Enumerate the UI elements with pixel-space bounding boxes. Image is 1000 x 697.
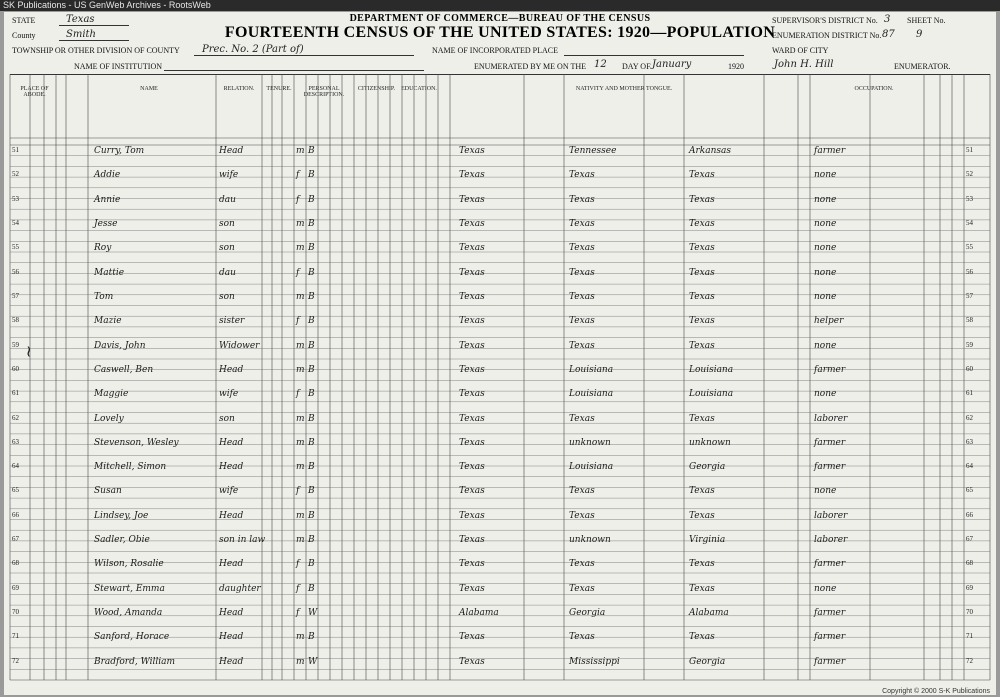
row-number-right: 63 <box>966 437 973 446</box>
row-number-right: 55 <box>966 243 973 252</box>
row-father-birthplace: Texas <box>569 559 595 570</box>
row-father-birthplace: Texas <box>569 486 595 497</box>
row-number-right: 68 <box>966 559 973 568</box>
row-birthplace: Texas <box>459 291 485 302</box>
row-number-right: 69 <box>966 583 973 592</box>
row-name: Stevenson, Wesley <box>94 437 179 448</box>
row-occupation: none <box>814 389 837 400</box>
row-occupation: farmer <box>814 608 846 619</box>
row-relation: wife <box>219 389 239 400</box>
row-mother-birthplace: Texas <box>689 170 715 181</box>
row-father-birthplace: Texas <box>569 267 595 278</box>
row-relation: dau <box>219 267 236 278</box>
row-relation: Head <box>219 462 244 473</box>
row-birthplace: Texas <box>459 632 485 643</box>
row-father-birthplace: Texas <box>569 316 595 327</box>
row-number-right: 52 <box>966 170 973 179</box>
ed-value: 87 <box>882 29 895 40</box>
row-occupation: none <box>814 170 837 181</box>
row-number-right: 58 <box>966 316 973 325</box>
census-title: FOURTEENTH CENSUS OF THE UNITED STATES: 1920—POPULATION <box>224 24 776 41</box>
row-number: 58 <box>12 316 19 325</box>
row-name: Lindsey, Joe <box>94 510 149 521</box>
row-number: 52 <box>12 170 19 179</box>
row-birthplace: Texas <box>459 340 485 351</box>
row-number-right: 70 <box>966 608 973 617</box>
row-number: 51 <box>12 146 19 154</box>
row-birthplace: Texas <box>459 583 485 594</box>
row-name: Wilson, Rosalie <box>94 559 164 570</box>
row-mother-birthplace: Arkansas <box>689 146 732 156</box>
watermark-text: SK Publications - US GenWeb Archives - RootsWeb <box>3 0 211 10</box>
row-race: B <box>308 218 315 229</box>
row-occupation: none <box>814 194 837 205</box>
row-mother-birthplace: Texas <box>689 218 715 229</box>
row-sex: f <box>296 486 300 497</box>
row-number-right: 62 <box>966 413 973 422</box>
enumerator-label: ENUMERATOR. <box>894 62 951 71</box>
row-name: Susan <box>94 486 122 497</box>
row-relation: Head <box>219 146 244 156</box>
row-number: 67 <box>12 535 19 544</box>
row-sex: f <box>296 559 300 570</box>
row-mother-birthplace: Texas <box>689 291 715 302</box>
row-race: B <box>308 535 315 546</box>
row-occupation: none <box>814 486 837 497</box>
row-number: 71 <box>12 632 19 641</box>
copyright: Copyright © 2000 S-K Publications <box>882 688 990 695</box>
row-number-right: 56 <box>966 267 973 276</box>
row-relation: son in law <box>219 535 266 546</box>
row-mother-birthplace: Texas <box>689 413 715 424</box>
row-birthplace: Texas <box>459 535 485 546</box>
row-sex: m <box>296 340 305 351</box>
row-occupation: farmer <box>814 462 846 473</box>
row-name: Roy <box>94 243 112 254</box>
row-number: 54 <box>12 218 19 227</box>
enumerated-year: 1920 <box>728 62 744 71</box>
row-occupation: farmer <box>814 632 846 643</box>
row-number: 63 <box>12 437 19 446</box>
row-birthplace: Texas <box>459 146 485 156</box>
row-sex: m <box>296 462 305 473</box>
col-relation: RELATION. <box>223 86 255 92</box>
row-number: 66 <box>12 510 19 519</box>
row-name: Bradford, William <box>94 656 176 667</box>
row-number: 56 <box>12 267 19 276</box>
row-father-birthplace: Texas <box>569 170 595 181</box>
row-occupation: laborer <box>814 413 848 424</box>
row-name: Mitchell, Simon <box>94 462 167 473</box>
row-sex: m <box>296 243 305 254</box>
col-education: EDUCATION. <box>401 86 437 92</box>
row-relation: daughter <box>219 583 261 594</box>
department-heading: DEPARTMENT OF COMMERCE—BUREAU OF THE CENSUS <box>349 13 651 24</box>
row-race: B <box>308 413 315 424</box>
row-name: Mazie <box>94 316 122 327</box>
col-nativity: NATIVITY AND MOTHER TONGUE. <box>575 86 673 92</box>
col-personal: PERSONAL DESCRIPTION. <box>303 86 345 98</box>
row-relation: sister <box>219 316 245 327</box>
row-mother-birthplace: Texas <box>689 316 715 327</box>
row-race: B <box>308 364 315 375</box>
row-race: B <box>308 170 315 181</box>
ed-label: ENUMERATION DISTRICT No. <box>772 31 882 40</box>
row-mother-birthplace: Louisiana <box>689 364 734 375</box>
row-mother-birthplace: Texas <box>689 559 715 570</box>
col-citizenship: CITIZENSHIP. <box>357 86 396 92</box>
row-race: B <box>308 389 315 400</box>
row-race: B <box>308 146 315 156</box>
row-relation: wife <box>219 170 239 181</box>
row-occupation: none <box>814 243 837 254</box>
row-number-right: 54 <box>966 218 973 227</box>
row-occupation: farmer <box>814 364 846 375</box>
row-name: Davis, John <box>94 340 146 351</box>
row-father-birthplace: Texas <box>569 194 595 205</box>
row-father-birthplace: Mississippi <box>569 656 620 667</box>
row-race: B <box>308 437 315 448</box>
row-occupation: none <box>814 267 837 278</box>
row-birthplace: Alabama <box>459 608 499 619</box>
row-birthplace: Texas <box>459 243 485 254</box>
county-label: County <box>12 31 36 40</box>
row-race: B <box>308 316 315 327</box>
row-mother-birthplace: Texas <box>689 486 715 497</box>
ward-label: WARD OF CITY <box>772 46 829 55</box>
row-father-birthplace: unknown <box>569 535 611 546</box>
row-birthplace: Texas <box>459 462 485 473</box>
row-number-right: 51 <box>966 146 973 154</box>
supervisor-label: SUPERVISOR'S DISTRICT No. <box>772 16 878 25</box>
margin-scrawl-1: ~ <box>19 344 39 359</box>
row-number-right: 60 <box>966 364 973 373</box>
row-father-birthplace: Texas <box>569 583 595 594</box>
row-number: 55 <box>12 243 19 252</box>
row-name: Wood, Amanda <box>94 608 163 619</box>
row-mother-birthplace: Texas <box>689 510 715 521</box>
county-value: Smith <box>66 29 96 40</box>
row-occupation: farmer <box>814 656 846 667</box>
row-number: 70 <box>12 608 19 617</box>
row-mother-birthplace: Texas <box>689 194 715 205</box>
row-relation: dau <box>219 194 236 205</box>
state-label: STATE <box>12 16 36 25</box>
row-sex: m <box>296 632 305 643</box>
row-name: Lovely <box>94 413 124 424</box>
col-place-of-abode: PLACE OF ABODE. <box>20 86 49 98</box>
row-race: W <box>308 608 318 619</box>
row-race: B <box>308 510 315 521</box>
row-sex: m <box>296 291 305 302</box>
row-sex: m <box>296 535 305 546</box>
row-father-birthplace: Texas <box>569 632 595 643</box>
row-sex: m <box>296 437 305 448</box>
row-number-right: 61 <box>966 389 973 398</box>
row-name: Sadler, Obie <box>94 535 150 546</box>
sheet-label: SHEET No. <box>907 16 946 25</box>
row-father-birthplace: Texas <box>569 510 595 521</box>
row-occupation: none <box>814 340 837 351</box>
row-sex: f <box>296 583 300 594</box>
row-number: 65 <box>12 486 19 495</box>
row-occupation: laborer <box>814 510 848 521</box>
row-number-right: 67 <box>966 535 973 544</box>
row-relation: Head <box>219 656 244 667</box>
row-sex: f <box>296 194 300 205</box>
row-birthplace: Texas <box>459 170 485 181</box>
row-number: 64 <box>12 462 19 471</box>
row-birthplace: Texas <box>459 656 485 667</box>
row-number: 72 <box>12 656 19 665</box>
row-sex: f <box>296 267 300 278</box>
census-sheet <box>4 12 996 695</box>
row-relation: son <box>219 291 235 302</box>
sheet-value: 9 <box>916 29 923 40</box>
supervisor-value: 3 <box>884 14 891 25</box>
row-father-birthplace: Georgia <box>569 608 606 619</box>
row-father-birthplace: unknown <box>569 437 611 448</box>
row-race: B <box>308 291 315 302</box>
row-father-birthplace: Texas <box>569 218 595 229</box>
row-mother-birthplace: unknown <box>689 437 731 448</box>
row-sex: f <box>296 608 300 619</box>
row-birthplace: Texas <box>459 437 485 448</box>
row-birthplace: Texas <box>459 413 485 424</box>
row-sex: f <box>296 389 300 400</box>
row-number-right: 72 <box>966 656 973 665</box>
row-number: 60 <box>12 364 19 373</box>
row-number: 61 <box>12 389 19 398</box>
institution-label: NAME OF INSTITUTION <box>74 62 162 71</box>
row-mother-birthplace: Alabama <box>689 608 729 619</box>
row-number: 62 <box>12 413 19 422</box>
row-occupation: laborer <box>814 535 848 546</box>
row-occupation: none <box>814 583 837 594</box>
row-name: Annie <box>94 194 121 205</box>
row-race: B <box>308 486 315 497</box>
row-birthplace: Texas <box>459 559 485 570</box>
row-relation: son <box>219 218 235 229</box>
row-relation: Head <box>219 608 244 619</box>
enumerated-label: ENUMERATED BY ME ON THE <box>474 62 586 71</box>
enumerator-name: John H. Hill <box>774 59 834 70</box>
row-sex: m <box>296 656 305 667</box>
row-number-right: 66 <box>966 510 973 519</box>
row-race: B <box>308 559 315 570</box>
row-name: Maggie <box>94 389 129 400</box>
row-race: W <box>308 656 318 667</box>
row-birthplace: Texas <box>459 316 485 327</box>
row-race: B <box>308 194 315 205</box>
row-number: 69 <box>12 583 19 592</box>
row-number: 68 <box>12 559 19 568</box>
state-value: Texas <box>66 14 95 25</box>
enumerated-month: January <box>652 59 692 70</box>
row-name: Addie <box>94 170 121 181</box>
row-birthplace: Texas <box>459 486 485 497</box>
row-relation: Head <box>219 559 244 570</box>
row-relation: Head <box>219 364 244 375</box>
row-mother-birthplace: Texas <box>689 583 715 594</box>
row-relation: wife <box>219 486 239 497</box>
place-label: NAME OF INCORPORATED PLACE <box>432 46 559 55</box>
row-sex: m <box>296 510 305 521</box>
row-occupation: helper <box>814 316 844 327</box>
row-father-birthplace: Louisiana <box>569 364 614 375</box>
row-sex: m <box>296 146 305 156</box>
row-birthplace: Texas <box>459 267 485 278</box>
row-occupation: none <box>814 218 837 229</box>
row-number-right: 71 <box>966 632 973 641</box>
col-name: NAME <box>140 86 158 92</box>
row-mother-birthplace: Georgia <box>689 656 726 667</box>
row-occupation: none <box>814 291 837 302</box>
row-relation: son <box>219 413 235 424</box>
row-birthplace: Texas <box>459 364 485 375</box>
row-number-right: 53 <box>966 194 973 203</box>
row-name: Curry, Tom <box>94 146 145 156</box>
row-race: B <box>308 243 315 254</box>
row-mother-birthplace: Virginia <box>689 535 726 546</box>
row-sex: m <box>296 218 305 229</box>
day-of-label: DAY OF <box>622 62 651 71</box>
row-father-birthplace: Texas <box>569 413 595 424</box>
row-sex: f <box>296 170 300 181</box>
row-father-birthplace: Louisiana <box>569 462 614 473</box>
row-relation: son <box>219 243 235 254</box>
row-mother-birthplace: Texas <box>689 243 715 254</box>
row-number: 53 <box>12 194 19 203</box>
row-mother-birthplace: Texas <box>689 340 715 351</box>
row-number-right: 64 <box>966 462 973 471</box>
row-mother-birthplace: Texas <box>689 632 715 643</box>
row-number-right: 57 <box>966 291 973 300</box>
row-name: Stewart, Emma <box>94 583 165 594</box>
watermark-bar <box>0 0 1000 11</box>
row-race: B <box>308 340 315 351</box>
row-relation: Head <box>219 632 244 643</box>
row-father-birthplace: Tennessee <box>569 146 617 156</box>
township-value: Prec. No. 2 (Part of) <box>202 44 304 55</box>
row-name: Caswell, Ben <box>94 364 154 375</box>
row-father-birthplace: Louisiana <box>569 389 614 400</box>
township-label: TOWNSHIP OR OTHER DIVISION OF COUNTY <box>12 46 180 55</box>
row-name: Jesse <box>94 218 118 229</box>
row-relation: Head <box>219 510 244 521</box>
row-mother-birthplace: Texas <box>689 267 715 278</box>
row-name: Tom <box>94 291 114 302</box>
row-sex: m <box>296 364 305 375</box>
row-relation: Head <box>219 437 244 448</box>
row-number-right: 65 <box>966 486 973 495</box>
row-father-birthplace: Texas <box>569 291 595 302</box>
row-race: B <box>308 267 315 278</box>
row-birthplace: Texas <box>459 389 485 400</box>
col-occupation: OCCUPATION. <box>854 86 894 92</box>
row-sex: m <box>296 413 305 424</box>
row-name: Mattie <box>94 267 125 278</box>
row-occupation: farmer <box>814 146 846 156</box>
row-occupation: farmer <box>814 559 846 570</box>
row-number: 57 <box>12 291 19 300</box>
row-birthplace: Texas <box>459 194 485 205</box>
row-name: Sanford, Horace <box>94 632 170 643</box>
row-race: B <box>308 462 315 473</box>
enumerated-day: 12 <box>594 59 607 70</box>
row-occupation: farmer <box>814 437 846 448</box>
row-mother-birthplace: Georgia <box>689 462 726 473</box>
row-number-right: 59 <box>966 340 973 349</box>
row-sex: f <box>296 316 300 327</box>
col-tenure: TENURE. <box>266 86 292 92</box>
row-birthplace: Texas <box>459 510 485 521</box>
row-relation: Widower <box>219 340 260 351</box>
row-father-birthplace: Texas <box>569 340 595 351</box>
row-mother-birthplace: Louisiana <box>689 389 734 400</box>
row-birthplace: Texas <box>459 218 485 229</box>
row-father-birthplace: Texas <box>569 243 595 254</box>
row-number: 59 <box>12 340 19 349</box>
row-race: B <box>308 583 315 594</box>
row-race: B <box>308 632 315 643</box>
